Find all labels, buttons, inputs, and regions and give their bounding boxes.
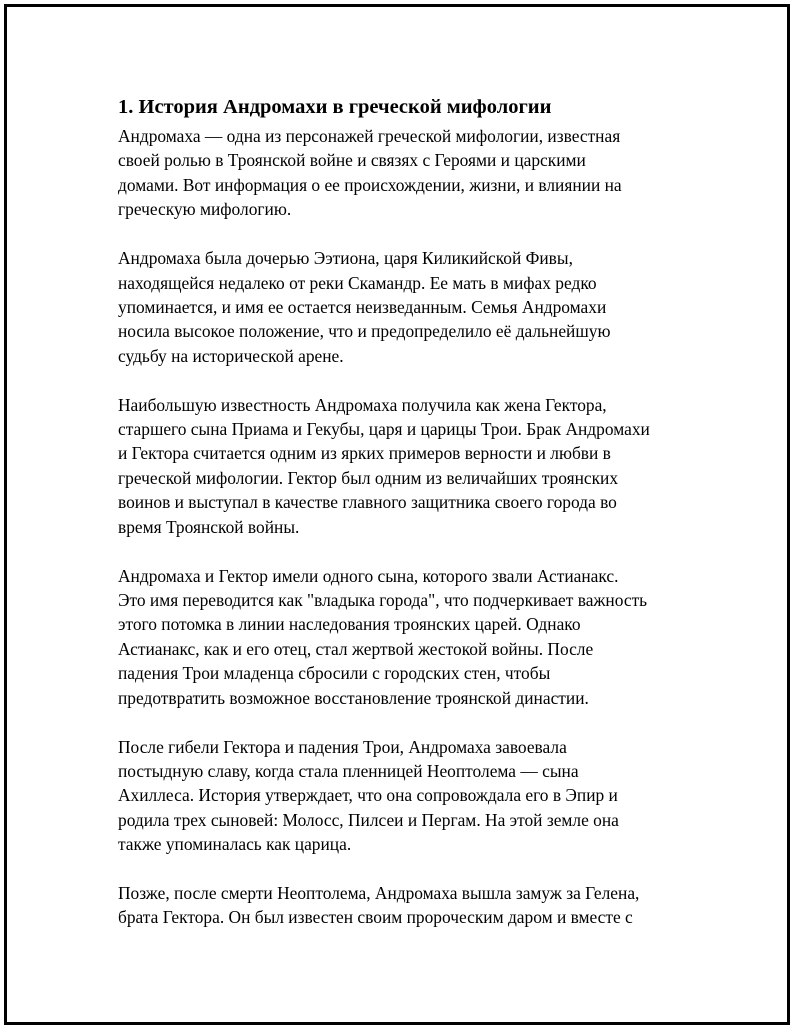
text-line: греческой мифологии. Гектор был одним из величайших троянских: [118, 467, 619, 488]
text-line: старшего сына Приама и Гекубы, царя и царицы Трои. Брак Андромахи: [118, 419, 650, 440]
text-line: Ахиллеса. История утверждает, что она сопровождала его в Эпир и: [118, 785, 618, 806]
text-line: родила трех сыновей: Молосс, Пилсеи и Пергам. На этой земле она: [118, 809, 619, 830]
text-line: предотвратить возможное восстановление троянской династии.: [118, 687, 589, 708]
text-line: домами. Вот информация о ее происхождении, жизни, и влиянии на: [118, 174, 622, 195]
text-line: своей ролью в Троянской войне и связях с Героями и царскими: [118, 150, 586, 171]
text-line: брата Гектора. Он был известен своим пророческим даром и вместе с: [118, 907, 633, 928]
text-line: Андромаха была дочерью Ээтиона, царя Киликийской Фивы,: [118, 248, 573, 269]
paragraph-intro: [118, 124, 698, 222]
text-line: Наибольшую известность Андромаха получила как жена Гектора,: [118, 394, 607, 415]
text-line: воинов и выступал в качестве главного защитника своего города во: [118, 492, 617, 513]
text-line: Андромаха — одна из персонажей греческой мифологии, известная: [118, 126, 621, 146]
text-line: падения Трои младенца сбросили с городских стен, чтобы: [118, 663, 551, 684]
text-line: постыдную славу, когда стала пленницей Неоптолема — сына: [118, 760, 579, 781]
text-line: греческую мифологию.: [118, 199, 292, 220]
text-line: этого потомка в линии наследования троянских царей. Однако: [118, 614, 581, 635]
paragraph-captivity: [118, 735, 698, 857]
text-line: находящейся недалеко от реки Скамандр. Ее мать в мифах редко: [118, 272, 597, 293]
text-line: время Троянской войны.: [118, 516, 300, 537]
document-body: [118, 93, 698, 954]
text-line: упоминается, и имя ее остается неизведанным. Семья Андромахи: [118, 296, 607, 317]
text-line: и Гектора считается одним из ярких примеров верности и любви в: [118, 443, 611, 464]
text-line: Позже, после смерти Неоптолема, Андромаха вышла замуж за Гелена,: [118, 883, 640, 904]
text-line: После гибели Гектора и падения Трои, Андромаха завоевала: [118, 736, 567, 757]
paragraph-origin: [118, 246, 698, 368]
text-line: также упоминалась как царица.: [118, 834, 352, 855]
text-line: Это имя переводится как "владыка города", что подчеркивает важность: [118, 590, 648, 610]
paragraph-later-life: [118, 881, 698, 930]
paragraph-son: [118, 564, 698, 710]
text-line: Астианакс, как и его отец, стал жертвой жестокой войны. После: [118, 638, 594, 659]
paragraph-marriage: [118, 393, 698, 539]
text-line: судьбу на исторической арене.: [118, 345, 344, 366]
text-line: Андромаха и Гектор имели одного сына, которого звали Астианакс.: [118, 565, 619, 586]
text-line: носила высокое положение, что и предопределило её дальнейшую: [118, 321, 611, 342]
section-heading: 1. История Андромахи в греческой мифологии: [118, 96, 552, 118]
